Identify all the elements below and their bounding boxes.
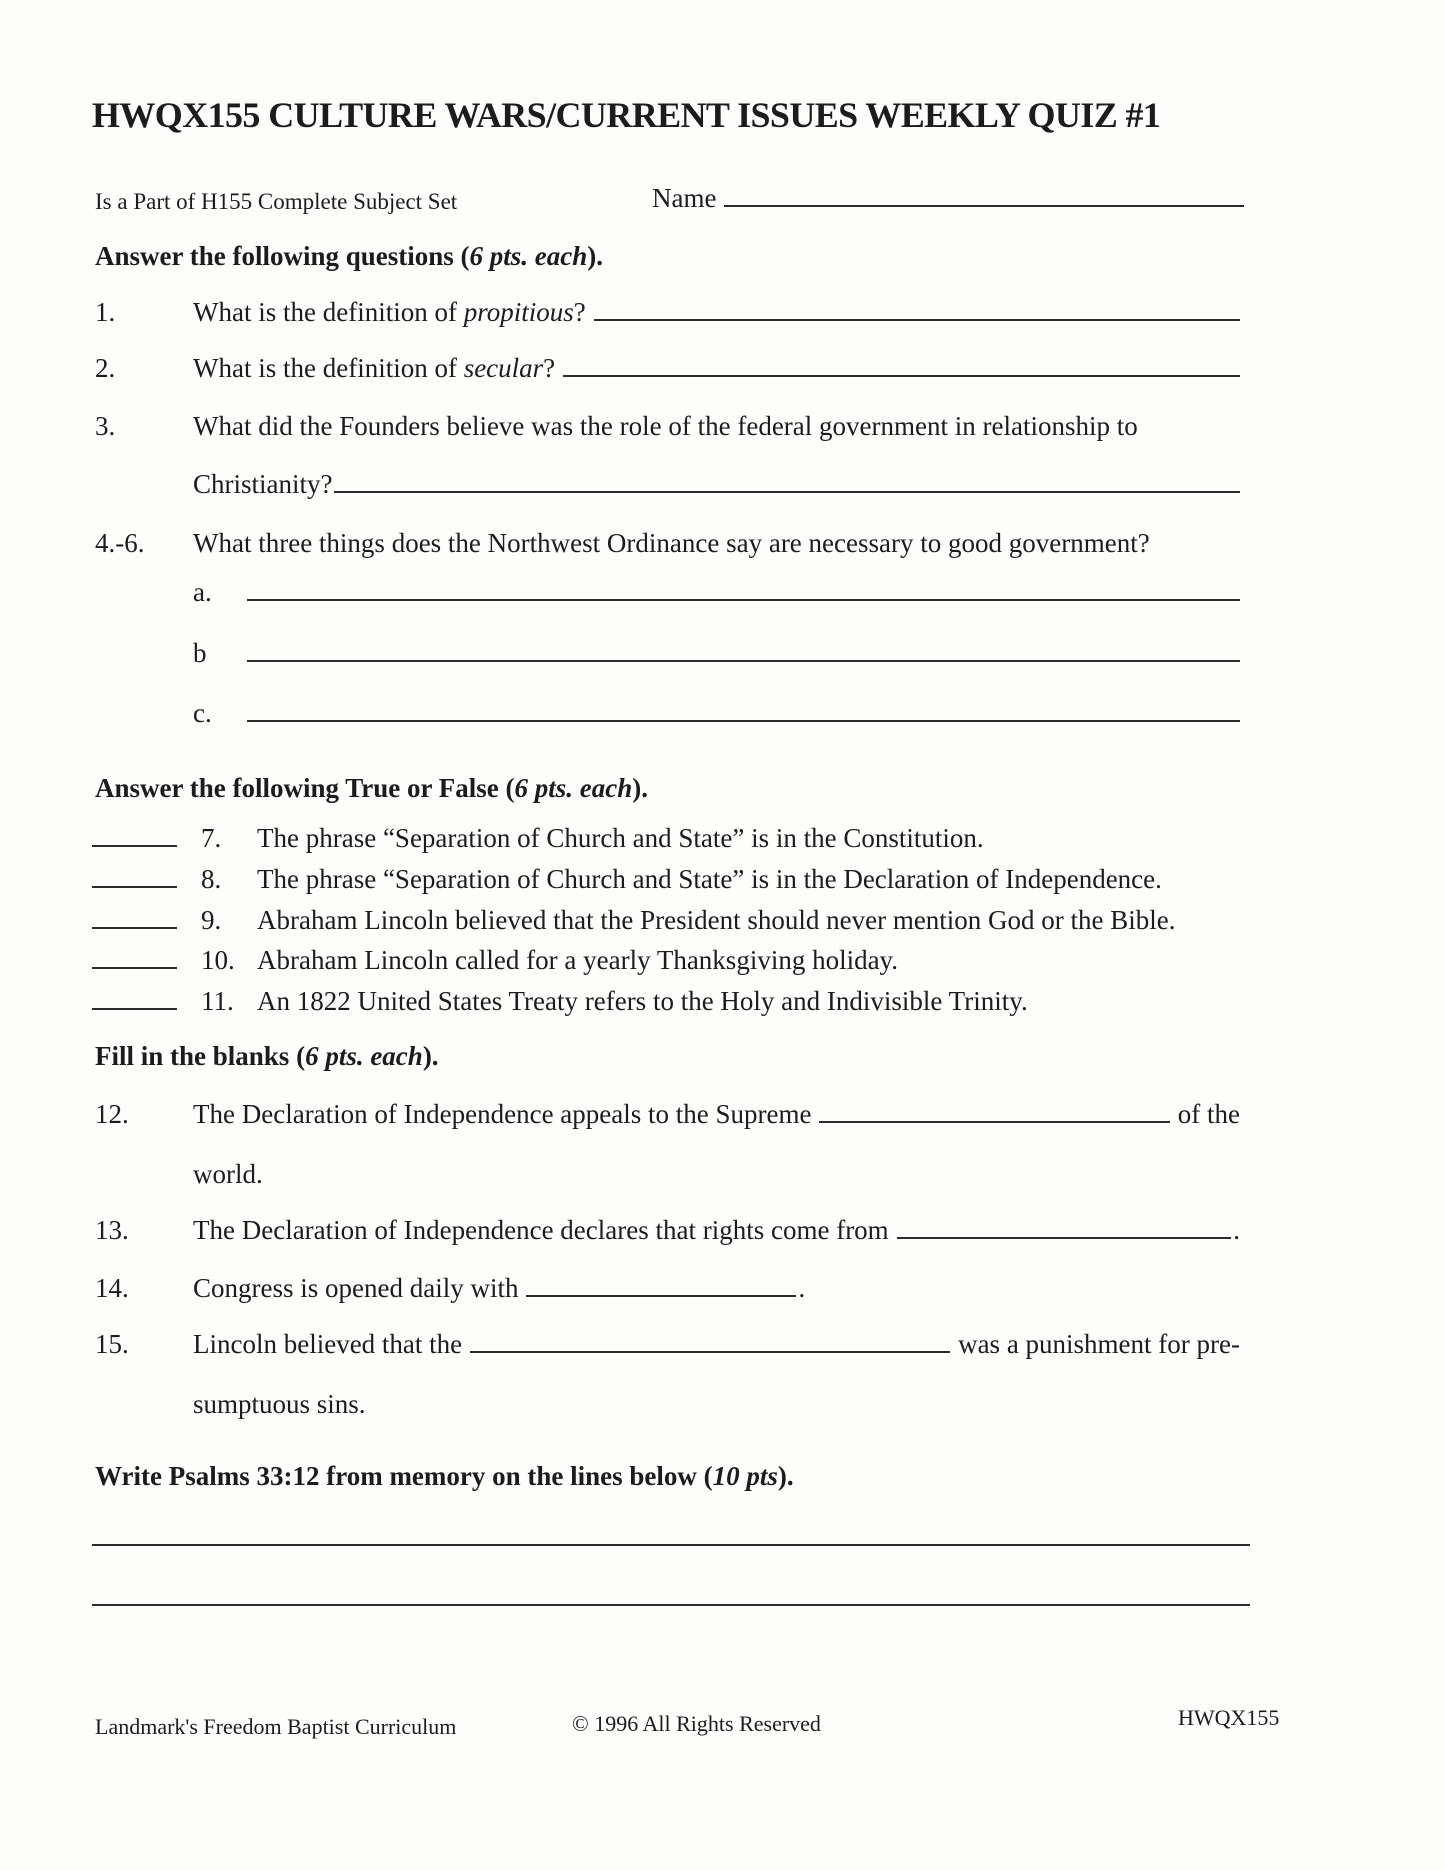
- question-4-6: [95, 527, 1240, 559]
- heading-text: Write Psalms 33:12 from memory on the lines below (: [95, 1461, 713, 1491]
- question-text: sumptuous sins.: [193, 1389, 366, 1419]
- question-text: The Declaration of Independence appeals to the Supreme: [193, 1099, 812, 1129]
- statement-text: Abraham Lincoln believed that the President should never mention God or the Bible.: [257, 905, 1176, 935]
- question-3-continued: [193, 468, 1240, 500]
- question-term: propitious: [463, 297, 574, 327]
- name-label: Name: [652, 183, 717, 213]
- question-number: 12.: [95, 1099, 129, 1129]
- answer-blank: [247, 718, 1240, 722]
- question-text-post: was a punishment for pre-: [958, 1329, 1240, 1359]
- true-false-item-11: [92, 985, 1245, 1017]
- statement-text: The phrase “Separation of Church and State” is in the Constitution.: [257, 823, 984, 853]
- question-text-post: ?: [573, 297, 586, 327]
- answer-blank: [92, 884, 177, 888]
- question-text: Lincoln believed that the: [193, 1329, 463, 1359]
- sub-answer-label: c.: [193, 698, 212, 728]
- question-text: world.: [193, 1159, 263, 1189]
- question-term: secular: [463, 353, 544, 383]
- answer-blank: [247, 658, 1240, 662]
- question-text-post: of the: [1177, 1099, 1240, 1129]
- heading-text-end: ).: [587, 241, 604, 271]
- answer-blank: [594, 317, 1240, 321]
- footer-code: HWQX155: [1178, 1705, 1280, 1730]
- section-heading-fill-blanks: [95, 1040, 439, 1072]
- true-false-item-7: [92, 822, 1245, 854]
- question-3: [95, 410, 1240, 442]
- answer-blank: [819, 1119, 1169, 1123]
- answer-blank: [897, 1235, 1232, 1239]
- heading-text: Answer the following True or False (: [95, 773, 515, 803]
- question-text-pre: What is the definition of: [193, 353, 464, 383]
- heading-points: 6 pts. each: [469, 241, 588, 271]
- question-text: What three things does the Northwest Ordinance say are necessary to good government?: [193, 528, 1150, 558]
- question-text-post: .: [798, 1273, 806, 1303]
- question-15: [95, 1328, 1240, 1360]
- question-number: 9.: [201, 905, 222, 935]
- heading-points: 6 pts. each: [514, 773, 633, 803]
- statement-text: Abraham Lincoln called for a yearly Thanksgiving holiday.: [257, 945, 899, 975]
- question-number: 11.: [201, 986, 234, 1016]
- true-false-item-9: [92, 904, 1245, 936]
- heading-text: Answer the following questions (: [95, 241, 470, 271]
- answer-blank: [334, 489, 1240, 493]
- true-false-item-10: [92, 944, 1245, 976]
- page-title: HWQX155 CULTURE WARS/CURRENT ISSUES WEEKLY QUIZ #1: [92, 95, 1161, 135]
- sub-answer-a: [193, 576, 1240, 608]
- answer-blank: [247, 597, 1240, 601]
- question-12-continued: [193, 1158, 263, 1190]
- answer-blank: [92, 925, 177, 929]
- question-text: Christianity?: [193, 469, 333, 499]
- question-number: 2.: [95, 353, 116, 383]
- question-2: [95, 352, 1240, 384]
- question-number: 13.: [95, 1215, 129, 1245]
- subject-note: Is a Part of H155 Complete Subject Set: [95, 189, 458, 214]
- heading-text-end: ).: [632, 773, 648, 803]
- question-number: 8.: [201, 864, 222, 894]
- sub-answer-label: b: [193, 638, 207, 668]
- sub-answer-label: a.: [193, 577, 212, 607]
- question-text: [193, 296, 586, 328]
- question-number: 7.: [201, 823, 222, 853]
- writing-line-2: [92, 1604, 1250, 1606]
- question-text: Congress is opened daily with: [193, 1273, 519, 1303]
- section-heading-memory-verse: [95, 1460, 794, 1492]
- statement-text: The phrase “Separation of Church and State” is in the Declaration of Independence.: [257, 864, 1162, 894]
- answer-blank: [470, 1349, 950, 1353]
- answer-blank: [92, 843, 177, 847]
- sub-answer-c: [193, 697, 1240, 729]
- answer-blank: [92, 965, 177, 969]
- question-number: 3.: [95, 411, 116, 441]
- question-14: [95, 1272, 805, 1304]
- question-number: 1.: [95, 297, 116, 327]
- question-12: [95, 1098, 1240, 1130]
- question-number: 10.: [201, 945, 235, 975]
- question-text-pre: What is the definition of: [193, 297, 464, 327]
- question-number: 14.: [95, 1273, 129, 1303]
- question-text-post: .: [1233, 1215, 1240, 1245]
- section-heading-short-answer: [95, 240, 603, 272]
- statement-text: An 1822 United States Treaty refers to the Holy and Indivisible Trinity.: [257, 986, 1028, 1016]
- sub-answer-b: [193, 637, 1240, 669]
- question-text-post: ?: [543, 353, 556, 383]
- question-number: 4.-6.: [95, 528, 145, 558]
- section-heading-true-false: [95, 772, 648, 804]
- heading-text-end: ).: [777, 1461, 794, 1491]
- writing-line-1: [92, 1544, 1250, 1546]
- answer-blank: [526, 1293, 796, 1297]
- question-text: The Declaration of Independence declares that rights come from: [193, 1215, 889, 1245]
- question-15-continued: [193, 1388, 366, 1420]
- heading-text: Fill in the blanks (: [95, 1041, 306, 1071]
- true-false-item-8: [92, 863, 1245, 895]
- answer-blank: [92, 1006, 177, 1010]
- question-13: [95, 1214, 1240, 1246]
- question-text: [193, 352, 555, 384]
- footer-publisher: Landmark's Freedom Baptist Curriculum: [95, 1714, 457, 1739]
- question-1: [95, 296, 1240, 328]
- heading-text-end: ).: [422, 1041, 439, 1071]
- question-text: What did the Founders believe was the role of the federal government in relationship to: [193, 411, 1138, 441]
- name-row: [652, 182, 1244, 214]
- name-blank: [724, 203, 1244, 207]
- heading-points: 6 pts. each: [305, 1041, 423, 1071]
- footer-copyright: © 1996 All Rights Reserved: [572, 1711, 821, 1736]
- heading-points: 10 pts: [712, 1461, 778, 1491]
- answer-blank: [563, 373, 1240, 377]
- question-number: 15.: [95, 1329, 129, 1359]
